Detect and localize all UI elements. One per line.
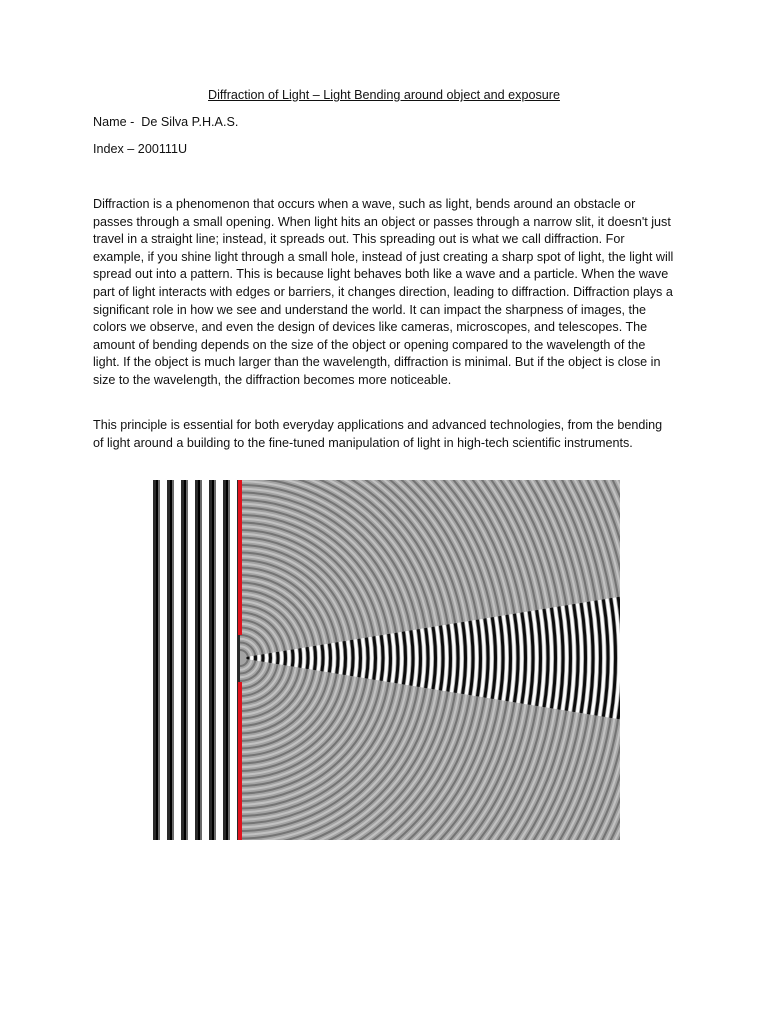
beam-dark-band (344, 641, 345, 675)
beam-dark-band (366, 638, 368, 679)
beam-light-band (311, 647, 312, 670)
beam-light-band (348, 641, 349, 676)
beam-light-band (363, 638, 365, 678)
beam-dark-band (300, 648, 301, 667)
beam-dark-band (322, 645, 323, 671)
beam-light-band (326, 644, 327, 672)
paragraph-applications: This principle is essential for both everyday applications and advanced technologies, from the bending of light around a building to the fine-tuned manipulation of light in high-tech scientific instruments. (93, 418, 663, 450)
paragraph-intro: Diffraction is a phenomenon that occurs when a wave, such as light, bends around an obstacle or passes through a small opening. When light hits an object or passes through a narrow slit, it doesn't just travel in a straight line; instead, it spreads out. This spreading out is what we call diffraction. For example, if you shine light through a small hole, instead of just creating a sharp spot of light, the light will spread out into a pattern. This is because light behaves both like a wave and a particle. When the wave part of light interacts with edges or barriers, it changes direction, leading to diffraction. Diffraction plays a significant role in how we see and understand the world. It can impact the sharpness of images, the colors we observe, and even the design of devices like cameras, microscopes, and telescopes. The amount of bending depends on the size of the object or opening compared to the wavelength of the light. If the object is much larger than the wavelength, diffraction is minimal. But if the object is close in size to the wavelength, the diffraction becomes more noticeable. (93, 197, 674, 387)
document-title: Diffraction of Light – Light Bending around object and exposure (208, 88, 560, 102)
beam-dark-band (329, 644, 330, 673)
beam-dark-band (352, 640, 353, 676)
beam-dark-band (285, 651, 286, 665)
beam-dark-band (337, 642, 338, 673)
beam-light-band (355, 639, 356, 676)
beam-dark-band (315, 646, 316, 670)
beam-light-band (303, 648, 304, 668)
diffraction-wave-illustration (148, 480, 620, 840)
incident-plane-waves (148, 480, 240, 840)
beam-light-band (289, 650, 290, 666)
beam-light-band (318, 645, 319, 670)
beam-light-band (370, 637, 372, 679)
beam-light-band (333, 643, 334, 673)
author-name: Name - De Silva P.H.A.S. (93, 115, 239, 129)
beam-dark-band (292, 650, 293, 667)
barrier-upper (238, 480, 242, 635)
author-index: Index – 200111U (93, 142, 188, 156)
beam-dark-band (374, 636, 376, 679)
diffraction-figure (148, 480, 620, 840)
beam-dark-band (359, 639, 361, 677)
beam-light-band (281, 651, 282, 664)
beam-light-band (340, 642, 341, 674)
beam-light-band (296, 649, 297, 667)
barrier-lower (238, 682, 242, 840)
beam-dark-band (307, 647, 308, 669)
